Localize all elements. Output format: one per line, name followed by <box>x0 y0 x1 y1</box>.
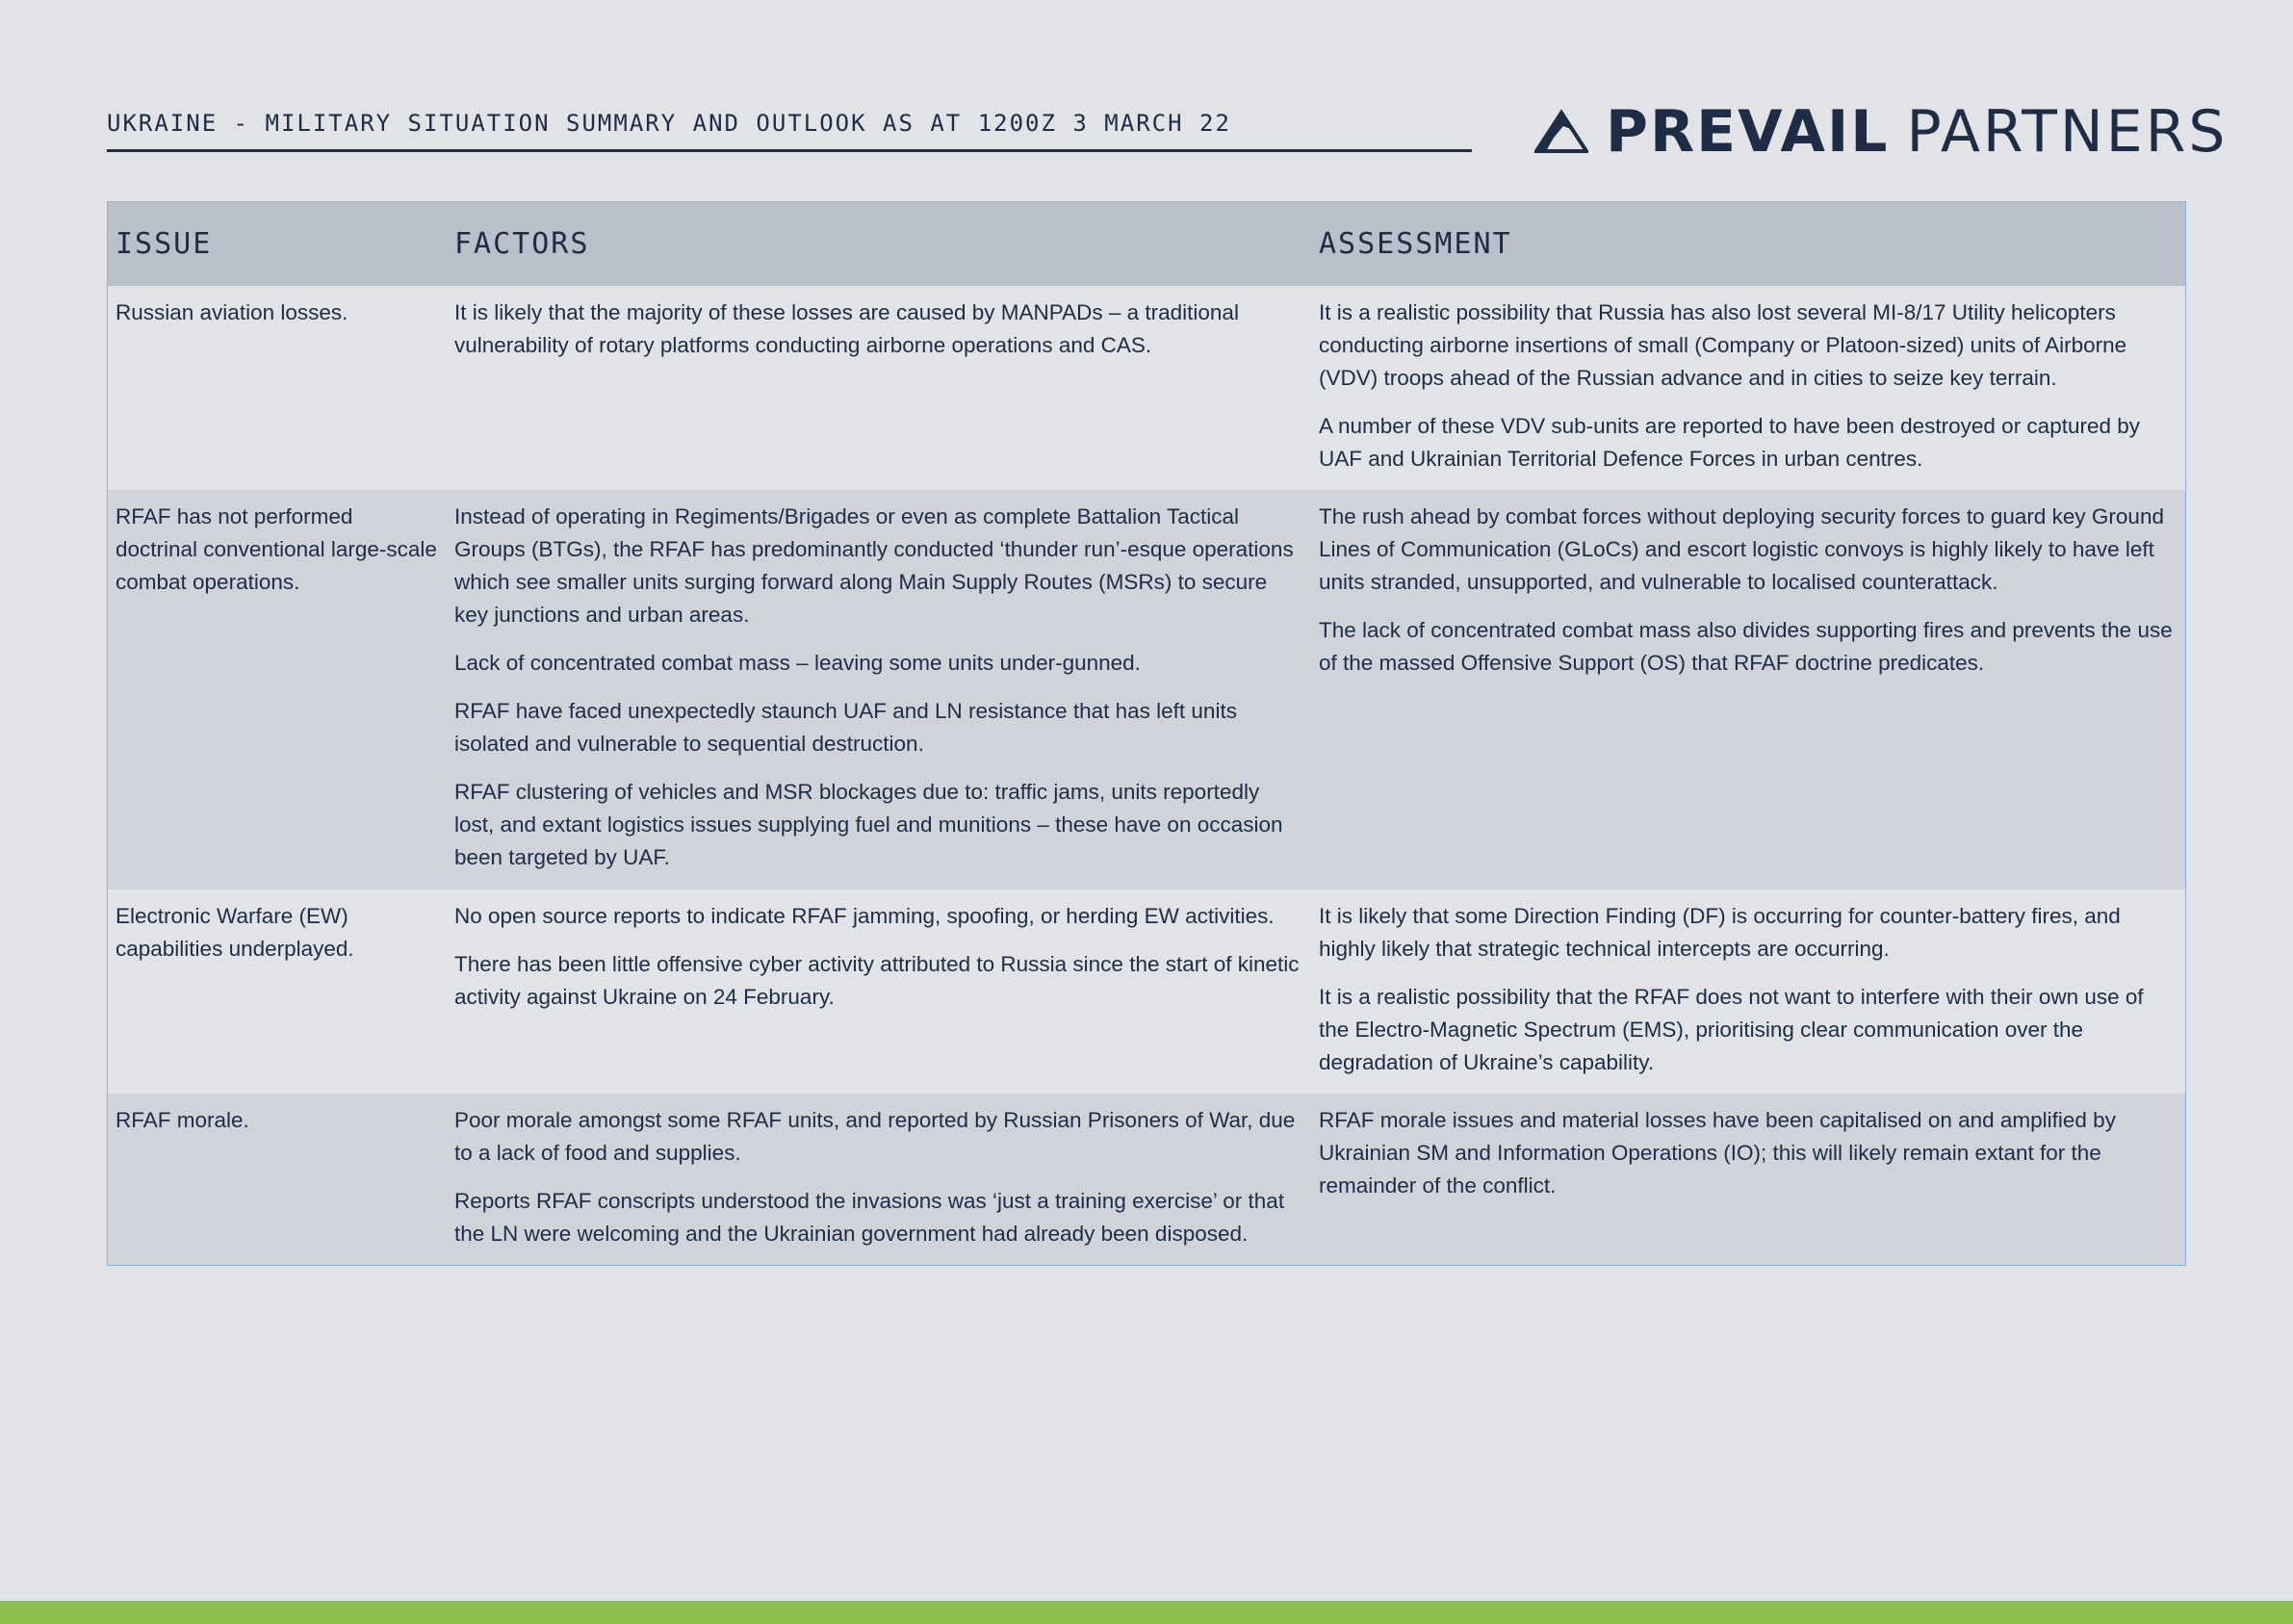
assessment-paragraph: The lack of concentrated combat mass also divides supporting fires and prevents the use of the massed Offensive Support (OS) that RFAF doctrine predicates. <box>1319 618 2173 675</box>
factors-cell <box>447 1094 1311 1265</box>
assessment-paragraph: It is a realistic possibility that the RFAF does not want to interfere with their own use of the Electro-Magnetic Spectrum (EMS), prioritising clear communication over the degradation of Ukraine’s capability. <box>1319 985 2144 1074</box>
assessment-paragraph: RFAF morale issues and material losses have been capitalised on and amplified by Ukrainian SM and Information Operations (IO); this will likely remain extant for the remainder of the conflict. <box>1319 1108 2116 1198</box>
document-title: UKRAINE - MILITARY SITUATION SUMMARY AND OUTLOOK AS AT 1200Z 3 MARCH 22 <box>107 104 1472 152</box>
logo-word-prevail: PREVAIL <box>1606 98 1890 166</box>
assessment-paragraph: It is a realistic possibility that Russia has also lost several MI-8/17 Utility helicopters conducting airborne insertions of small (Company or Platoon-sized) units of Airborne (VDV) troops ahead of the Russian advance and in cities to seize key terrain. <box>1319 300 2127 390</box>
assessment-cell <box>1311 1094 2185 1265</box>
factors-cell <box>447 286 1311 490</box>
issue-cell: RFAF morale. <box>108 1094 447 1265</box>
assessment-cell <box>1311 889 2185 1094</box>
factor-paragraph: Instead of operating in Regiments/Brigades or even as complete Battalion Tactical Groups (BTGs), the RFAF has predominantly conducted ‘thunder run’-esque operations which see smaller units surging forward along Main Supply Routes (MSRs) to secure key junctions and urban areas. <box>454 504 1294 627</box>
issue-cell: RFAF has not performed doctrinal conventional large-scale combat operations. <box>108 490 447 889</box>
table-row <box>108 1094 2185 1265</box>
factor-paragraph: Poor morale amongst some RFAF units, and reported by Russian Prisoners of War, due to a lack of food and supplies. <box>454 1108 1296 1165</box>
footer-accent-bar <box>0 1601 2293 1624</box>
table-row <box>108 490 2185 889</box>
assessment-paragraph: The rush ahead by combat forces without deploying security forces to guard key Ground Lines of Communication (GLoCs) and escort logistic convoys is highly likely to have left units stranded, unsupported, and vulnerable to localised counterattack. <box>1319 504 2164 594</box>
factor-paragraph: No open source reports to indicate RFAF jamming, spoofing, or herding EW activities. <box>454 904 1275 928</box>
issue-cell: Electronic Warfare (EW) capabilities underplayed. <box>108 889 447 1094</box>
logo-word-partners: PARTNERS <box>1906 98 2229 166</box>
assessment-table <box>107 201 2186 1266</box>
assessment-cell <box>1311 490 2185 889</box>
assessment-paragraph: It is likely that some Direction Finding (DF) is occurring for counter-battery fires, and highly likely that strategic technical intercepts are occurring. <box>1319 904 2121 961</box>
issue-cell: Russian aviation losses. <box>108 286 447 490</box>
factor-paragraph: RFAF have faced unexpectedly staunch UAF and LN resistance that has left units isolated and vulnerable to sequential destruction. <box>454 699 1237 756</box>
assessment-cell <box>1311 286 2185 490</box>
factors-cell <box>447 490 1311 889</box>
mountain-triangle-icon <box>1534 109 1588 155</box>
table-row <box>108 286 2185 490</box>
factor-paragraph: Reports RFAF conscripts understood the invasions was ‘just a training exercise’ or that the LN were welcoming and the Ukrainian government had already been disposed. <box>454 1189 1285 1246</box>
factor-paragraph: Lack of concentrated combat mass – leaving some units under-gunned. <box>454 651 1141 675</box>
assessment-paragraph: A number of these VDV sub-units are reported to have been destroyed or captured by UAF and Ukrainian Territorial Defence Forces in urban centres. <box>1319 414 2141 471</box>
factors-cell <box>447 889 1311 1094</box>
factor-paragraph: There has been little offensive cyber activity attributed to Russia since the start of kinetic activity against Ukraine on 24 February. <box>454 952 1300 1009</box>
header-issue: ISSUE <box>108 202 447 286</box>
table-row <box>108 889 2185 1094</box>
prevail-partners-logo <box>1534 98 2228 166</box>
header-factors: FACTORS <box>447 202 1311 286</box>
table-header-row <box>108 202 2185 286</box>
factor-paragraph: It is likely that the majority of these losses are caused by MANPADs – a traditional vulnerability of rotary platforms conducting airborne operations and CAS. <box>454 300 1239 357</box>
factor-paragraph: RFAF clustering of vehicles and MSR blockages due to: traffic jams, units reportedly lost, and extant logistics issues supplying fuel and munitions – these have on occasion been targeted by UAF. <box>454 780 1283 869</box>
header-assessment: ASSESSMENT <box>1311 202 2185 286</box>
